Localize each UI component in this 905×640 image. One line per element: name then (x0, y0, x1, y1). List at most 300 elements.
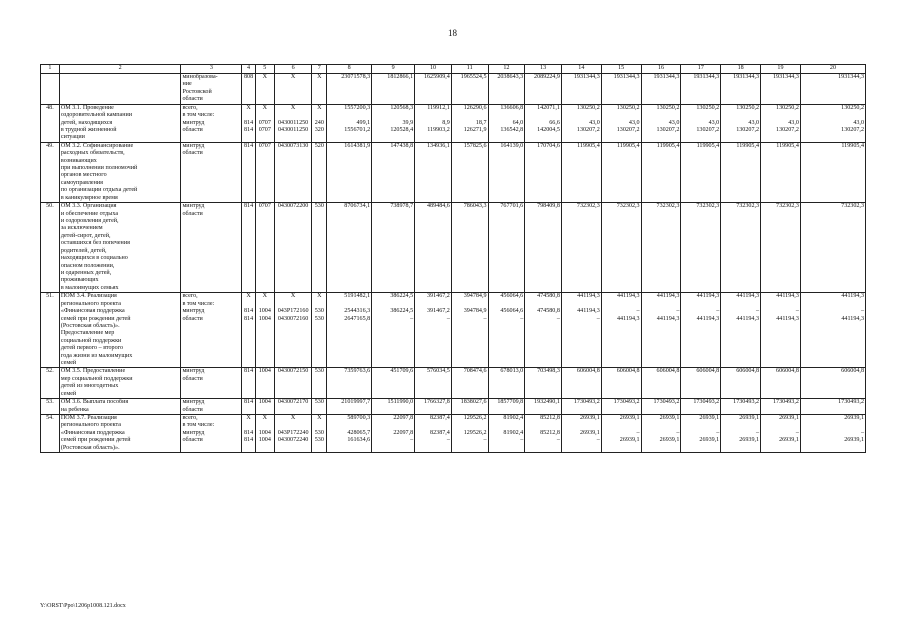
amount-cell-line (373, 112, 413, 119)
executor-line: области (182, 96, 203, 103)
section-code (255, 399, 274, 415)
executor-line: Ростовской (182, 88, 212, 95)
amount-cell (601, 142, 641, 202)
target-code-line (276, 422, 311, 429)
amount-cell-line: 130250,2 (841, 104, 864, 111)
amount-cell-line: 119905,4 (616, 142, 640, 149)
amount-cell-line: 43,0 (668, 119, 680, 126)
amount-cell-line: 119905,4 (776, 142, 799, 149)
amount-cell-line: 157825,6 (463, 142, 487, 149)
amount-cell (561, 414, 601, 452)
amount-cell (681, 203, 721, 293)
amount-cell-line: – (556, 315, 560, 322)
amount-cell-line: 81902,4 (503, 414, 524, 421)
amount-cell-line: 1931344,3 (693, 74, 720, 80)
expense-code (312, 414, 327, 452)
amount-cell-line: 2038643,3 (497, 74, 524, 80)
executor-line: области (182, 437, 203, 444)
amount-cell-line: 441194,3 (696, 293, 720, 300)
column-header: 4 (242, 65, 256, 74)
column-header: 10 (415, 65, 452, 74)
table-row (41, 414, 866, 452)
column-header: 20 (800, 65, 865, 74)
amount-cell-line: 1931344,3 (653, 74, 680, 80)
amount-cell-line: 2089224,9 (534, 74, 560, 80)
measure-name (59, 142, 181, 202)
amount-cell-line (563, 301, 600, 308)
executor-line: минтруд (182, 142, 205, 149)
amount-cell-line (490, 112, 524, 119)
row-number: 50. (41, 203, 60, 293)
target-code (274, 104, 312, 142)
amount-cell-line (328, 112, 370, 119)
measure-name-line: Предоставление мер (60, 330, 115, 337)
amount-cell-line: 26939,1 (619, 414, 640, 421)
amount-cell-line: 441194,3 (776, 315, 799, 322)
expense-code-line (313, 301, 325, 308)
executor (181, 142, 242, 202)
amount-cell-line: 2544316,3 (344, 308, 371, 315)
executor-line: минтруд (182, 203, 205, 210)
amount-cell (800, 74, 865, 105)
executor-line: в том числе: (182, 422, 215, 429)
amount-cell-line (722, 422, 759, 429)
amount-cell-line: 1965524,5 (460, 74, 487, 80)
amount-cell-line: – (716, 429, 720, 436)
amount-cell (761, 104, 801, 142)
amount-cell-line: 386224,5 (390, 293, 414, 300)
column-header: 11 (451, 65, 488, 74)
amount-cell-line: 1730493,2 (838, 399, 864, 406)
amount-cell (561, 203, 601, 293)
executor-line: минтруд (182, 368, 205, 375)
row-number: 49. (41, 142, 60, 202)
expense-code (312, 203, 327, 293)
amount-cell-line (453, 112, 487, 119)
amount-cell-line: 441194,3 (577, 293, 600, 300)
amount-cell-line (563, 422, 600, 429)
amount-cell-line: 64,0 (512, 119, 524, 126)
amount-cell-line: 441194,3 (841, 293, 864, 300)
amount-cell (451, 414, 488, 452)
amount-cell (561, 142, 601, 202)
amount-cell-line: 26939,1 (779, 437, 799, 444)
amount-cell-line: 732302,3 (696, 203, 720, 210)
amount-cell-line (603, 301, 640, 308)
amount-cell-line: 26939,1 (579, 414, 600, 421)
amount-cell-line: – (446, 437, 450, 444)
grbs-code-line: 814 (243, 203, 254, 210)
section-code-line: Х (262, 293, 267, 300)
executor (181, 74, 242, 105)
amount-cell (415, 104, 452, 142)
executor-line: области (182, 210, 203, 217)
amount-cell-line: 126290,6 (463, 104, 487, 111)
amount-cell-line: 130250,2 (696, 104, 720, 111)
amount-cell-line: – (676, 429, 680, 436)
measure-name (59, 293, 181, 368)
amount-cell-line: 738978,7 (390, 203, 414, 210)
amount-cell-line: 26939,1 (579, 429, 600, 436)
amount-cell-line: 441194,3 (577, 308, 600, 315)
measure-name-line: ПОМ 3.7. Реализация (60, 414, 117, 421)
grbs-code-line: 814 (243, 399, 254, 406)
amount-cell-line (722, 112, 759, 119)
amount-cell-line: 119905,4 (577, 142, 600, 149)
amount-cell-line: 119905,4 (696, 142, 720, 149)
amount-cell-line: 386224,5 (390, 308, 414, 315)
amount-cell (800, 414, 865, 452)
executor-line: минтруд (182, 308, 205, 315)
amount-cell-line: 161634,6 (347, 437, 371, 444)
amount-cell (761, 368, 801, 399)
table-row (41, 203, 866, 293)
executor-line: всего, (182, 104, 198, 111)
amount-cell-line: 130250,2 (736, 104, 760, 111)
amount-cell-line (762, 112, 799, 119)
amount-cell (641, 368, 681, 399)
amount-cell-line: 66,6 (549, 119, 560, 126)
target-code-line: 0430011250 (277, 119, 309, 126)
amount-cell-line (722, 301, 759, 308)
amount-cell-line: 22097,8 (393, 429, 414, 436)
measure-name-line: и обеспечение отдыха (60, 210, 119, 217)
measure-name-line: регионального проекта (60, 422, 121, 429)
expense-code-line: Х (317, 414, 322, 421)
measure-name-line: социальной поддержки (60, 337, 122, 344)
measure-name-line: на ребенка (60, 406, 89, 413)
amount-cell (601, 399, 641, 415)
amount-cell (721, 74, 761, 105)
column-header: 12 (488, 65, 525, 74)
amount-cell-line: 441194,3 (656, 293, 680, 300)
amount-cell (601, 414, 641, 452)
row-number: 53. (41, 399, 60, 415)
amount-cell-line: 119903,2 (427, 126, 450, 133)
amount-cell-line: 1932490,1 (534, 399, 560, 406)
amount-cell (681, 142, 721, 202)
amount-cell-line (328, 422, 370, 429)
amount-cell (761, 74, 801, 105)
amount-cell-line: 1812866,1 (387, 74, 414, 80)
target-code-line: 043P172240 (277, 429, 309, 436)
amount-cell-line: 441194,3 (841, 315, 864, 322)
section-code (255, 203, 274, 293)
amount-cell-line: 21019997,7 (341, 399, 371, 406)
amount-cell (415, 74, 452, 105)
amount-cell-line: 129526,2 (463, 429, 487, 436)
page-number: 18 (448, 28, 457, 38)
section-code-line: 0707 (258, 203, 271, 210)
measure-name-line: мер социальной поддержки (60, 375, 133, 382)
measure-name-line: по организации отдыха детей (60, 187, 138, 194)
executor-line: области (182, 126, 203, 133)
table-row (41, 399, 866, 415)
amount-cell-line: 130250,2 (616, 104, 640, 111)
section-code-line: 1004 (258, 437, 271, 444)
amount-cell (415, 203, 452, 293)
amount-cell-line: – (520, 437, 524, 444)
column-header: 6 (274, 65, 312, 74)
measure-name-line: ситуации (60, 134, 85, 141)
amount-cell-line: 441194,3 (736, 315, 760, 322)
amount-cell (561, 368, 601, 399)
expense-code-line: Х (317, 293, 322, 300)
measure-name-line: (Ростовская область)». (60, 444, 120, 451)
amount-cell (721, 203, 761, 293)
grbs-code-line: 814 (243, 119, 254, 126)
measure-name-line: ПОМ 3.4. Реализация (60, 293, 117, 300)
amount-cell (488, 414, 525, 452)
footer-file-path: Y:\ORST\Ppo\1206p1008.121.docx (40, 603, 126, 609)
amount-cell-line (526, 422, 560, 429)
expense-code-line: 530 (314, 429, 324, 436)
measure-name-line: ОМ 3.6. Выплата пособия (60, 399, 129, 406)
amount-cell-line: – (483, 437, 487, 444)
measure-name-line: ОМ 3.1. Проведение (60, 104, 114, 111)
table-row (41, 74, 866, 105)
amount-cell (327, 293, 372, 368)
amount-cell-line: 23071578,3 (341, 74, 371, 80)
section-code (255, 414, 274, 452)
amount-cell-line: 134936,1 (427, 142, 450, 149)
amount-cell (641, 399, 681, 415)
grbs-code (242, 104, 256, 142)
amount-cell (681, 414, 721, 452)
amount-cell (488, 203, 525, 293)
measure-name (59, 74, 181, 105)
measure-name-line: семей (60, 360, 77, 367)
amount-cell (641, 104, 681, 142)
amount-cell-line: 5191482,1 (344, 293, 371, 300)
amount-cell-line: 142004,5 (537, 126, 560, 133)
target-code-line: 0430072240 (277, 437, 309, 444)
target-code-line: 0430072160 (277, 315, 309, 322)
measure-name-line: детей первого – второго (60, 345, 124, 352)
amount-cell (561, 399, 601, 415)
amount-cell (601, 203, 641, 293)
target-code-line: Х (290, 74, 296, 80)
executor-line: области (182, 315, 203, 322)
section-code-line: Х (262, 104, 267, 111)
amount-cell-line: 1730493,2 (733, 399, 760, 406)
amount-cell (372, 368, 415, 399)
amount-cell (800, 293, 865, 368)
amount-cell (327, 142, 372, 202)
section-code (255, 368, 274, 399)
executor-line: минобразова- (182, 74, 218, 80)
amount-cell-line: 130250,2 (576, 104, 600, 111)
measure-name-line: оздоровительной кампании (60, 112, 133, 119)
amount-cell-line: 474580,8 (537, 308, 560, 315)
amount-cell-line: 43,0 (788, 119, 799, 126)
executor-line: области (182, 406, 203, 413)
amount-cell-line: 43,0 (628, 119, 640, 126)
amount-cell (415, 414, 452, 452)
amount-cell (372, 142, 415, 202)
measure-name (59, 414, 181, 452)
amount-cell-line: – (795, 308, 799, 315)
amount-cell-line: 1838027,6 (460, 399, 487, 406)
amount-cell-line: 732302,3 (576, 203, 600, 210)
amount-cell-line: – (676, 308, 680, 315)
table-body (41, 74, 866, 453)
amount-cell-line: 456064,6 (500, 293, 524, 300)
amount-cell (561, 293, 601, 368)
amount-cell-line (373, 422, 413, 429)
amount-cell (601, 293, 641, 368)
expense-code-line: 530 (314, 368, 324, 375)
executor-line: области (182, 375, 203, 382)
amount-cell-line: 147438,8 (390, 142, 414, 149)
section-code-line: 0707 (258, 126, 271, 133)
target-code-line (276, 112, 311, 119)
grbs-code (242, 293, 256, 368)
column-header: 19 (761, 65, 801, 74)
expense-code-line: 520 (314, 142, 324, 149)
amount-cell-line: 119905,4 (736, 142, 760, 149)
amount-cell-line: 136606,8 (500, 104, 524, 111)
column-header: 9 (372, 65, 415, 74)
executor-line: области (182, 150, 203, 157)
amount-cell-line: 576034,5 (427, 368, 450, 375)
amount-cell (800, 399, 865, 415)
expense-code-line: 530 (314, 437, 324, 444)
amount-cell-line (682, 112, 719, 119)
table-row (41, 142, 866, 202)
expense-code-line: 530 (314, 399, 324, 406)
measure-name-line: оставшихся без попечения (60, 240, 130, 247)
executor (181, 414, 242, 452)
amount-cell-line: 130207,2 (656, 126, 680, 133)
executor (181, 293, 242, 368)
amount-cell-line (682, 301, 719, 308)
measure-name-line: и оздоровления детей, (60, 218, 119, 225)
amount-cell (761, 203, 801, 293)
amount-cell-line (490, 422, 524, 429)
amount-cell (327, 414, 372, 452)
amount-cell-line: – (483, 315, 487, 322)
amount-cell-line: 606004,8 (576, 368, 600, 375)
target-code-line: 043P172160 (277, 308, 309, 315)
amount-cell-line: 1730493,2 (613, 399, 640, 406)
amount-cell-line (802, 112, 864, 119)
amount-cell-line (453, 422, 487, 429)
amount-cell (488, 399, 525, 415)
section-code-line: 1004 (258, 368, 271, 375)
expense-code-line: 530 (314, 315, 324, 322)
grbs-code (242, 142, 256, 202)
amount-cell-line: 43,0 (748, 119, 760, 126)
amount-cell-line: 119905,4 (841, 142, 864, 149)
measure-name-line: находящихся в социально (60, 255, 128, 262)
amount-cell-line: 8706734,1 (344, 203, 371, 210)
expense-code (312, 399, 327, 415)
section-code-line: 1004 (258, 429, 271, 436)
measure-name-line: возникающих (60, 157, 97, 164)
amount-cell-line: 1730493,2 (772, 399, 799, 406)
row-number: 54. (41, 414, 60, 452)
section-code (255, 74, 274, 105)
amount-cell (372, 203, 415, 293)
column-header: 7 (312, 65, 327, 74)
amount-cell (451, 142, 488, 202)
measure-name (59, 368, 181, 399)
executor-line: ние (182, 81, 192, 88)
amount-cell-line: 26939,1 (844, 414, 864, 421)
measure-name-line: за исключением (60, 225, 103, 232)
section-code-line: 1004 (258, 399, 271, 406)
column-header: 8 (327, 65, 372, 74)
amount-cell-line: 26939,1 (699, 437, 720, 444)
grbs-code-line: Х (246, 104, 251, 111)
amount-cell-line: 708474,6 (463, 368, 487, 375)
amount-cell-line: – (596, 315, 600, 322)
expense-code (312, 142, 327, 202)
amount-cell-line: 130207,2 (616, 126, 640, 133)
grbs-code-line: 814 (243, 437, 254, 444)
amount-cell-line: – (756, 308, 760, 315)
target-code (274, 203, 312, 293)
column-number-row (41, 65, 866, 74)
amount-cell-line: – (446, 315, 450, 322)
amount-cell-line: 26939,1 (659, 437, 680, 444)
measure-name-line: года жизни из малоимущих (60, 352, 133, 359)
amount-cell (800, 368, 865, 399)
amount-cell (681, 368, 721, 399)
amount-cell-line: 1730493,2 (653, 399, 680, 406)
measure-name-line: проживающих (60, 277, 99, 284)
section-code-line: 0707 (258, 119, 271, 126)
grbs-code-line: Х (246, 414, 251, 421)
measure-name-line: в трудной жизненной (60, 126, 117, 133)
amount-cell-line: 798409,8 (537, 203, 560, 210)
amount-cell-line: 441194,3 (616, 315, 640, 322)
amount-cell (327, 74, 372, 105)
amount-cell-line (643, 112, 680, 119)
amount-cell-line: 606004,8 (696, 368, 720, 375)
executor-line: в том числе: (182, 300, 215, 307)
amount-cell-line: 391467,2 (427, 308, 450, 315)
measure-name-line: семей при рождении детей (60, 437, 131, 444)
amount-cell-line: 732302,3 (616, 203, 640, 210)
amount-cell (488, 74, 525, 105)
amount-cell (488, 142, 525, 202)
row-number (41, 74, 60, 105)
amount-cell-line: 441194,3 (696, 315, 720, 322)
expense-code-line (313, 422, 325, 429)
amount-cell-line: 7359763,6 (344, 368, 371, 375)
amount-cell (451, 104, 488, 142)
executor (181, 203, 242, 293)
amount-cell (327, 203, 372, 293)
amount-cell-line: 391467,2 (427, 293, 450, 300)
measure-name-line: ОМ 3.3. Организация (60, 203, 117, 210)
amount-cell (372, 414, 415, 452)
target-code (274, 399, 312, 415)
target-code-line: Х (290, 293, 296, 300)
amount-cell-line: 489484,6 (427, 203, 450, 210)
target-code-line: 0430011250 (277, 126, 309, 133)
amount-cell-line: 606004,8 (616, 368, 640, 375)
expense-code (312, 293, 327, 368)
amount-cell-line: 606004,8 (776, 368, 799, 375)
amount-cell-line: 82387,4 (430, 414, 450, 421)
amount-cell-line: 1730493,2 (573, 399, 600, 406)
amount-cell-line: 119905,4 (656, 142, 680, 149)
amount-cell (451, 74, 488, 105)
amount-cell-line (416, 422, 450, 429)
